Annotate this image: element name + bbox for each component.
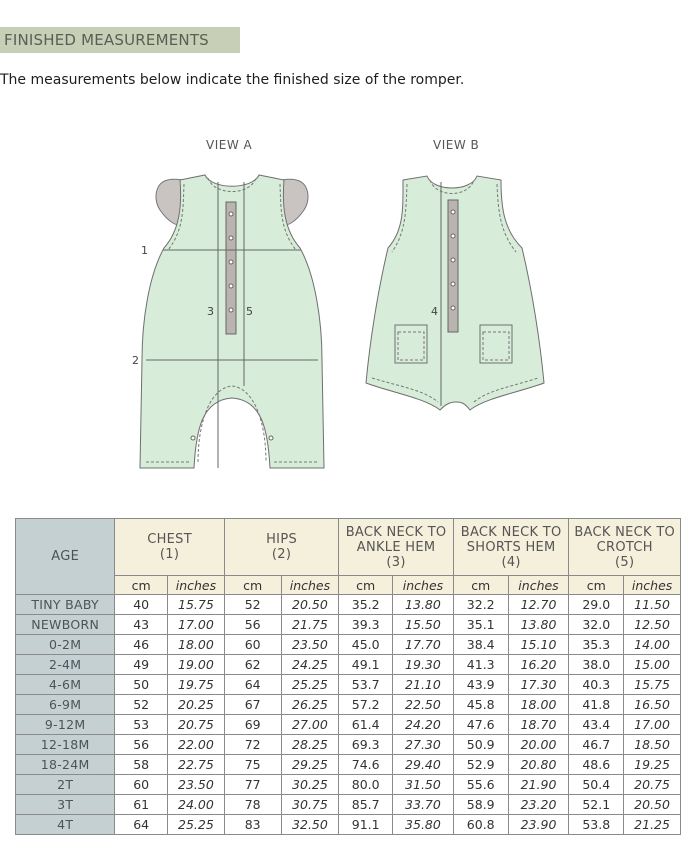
cm-value: 60 (224, 635, 281, 655)
cm-value: 43.9 (453, 675, 508, 695)
inches-value: 15.50 (393, 615, 454, 635)
inches-value: 18.70 (508, 715, 569, 735)
cm-value: 56 (115, 735, 168, 755)
cm-value: 50 (115, 675, 168, 695)
inches-value: 13.80 (508, 615, 569, 635)
cm-value: 32.2 (453, 595, 508, 615)
cm-value: 43.4 (569, 715, 624, 735)
unit-cm: cm (569, 576, 624, 595)
inches-value: 21.10 (393, 675, 454, 695)
inches-value: 21.90 (508, 775, 569, 795)
inches-value: 28.25 (281, 735, 339, 755)
cm-value: 85.7 (339, 795, 393, 815)
inches-value: 11.50 (624, 595, 681, 615)
cm-value: 52 (115, 695, 168, 715)
table-row (16, 815, 681, 835)
cm-value: 62 (224, 655, 281, 675)
age-cell: 18-24M (16, 755, 115, 775)
age-cell: 0-2M (16, 635, 115, 655)
inches-value: 19.25 (624, 755, 681, 775)
romper-illustration (120, 160, 560, 480)
inches-value: 24.00 (168, 795, 225, 815)
callout-2: 2 (132, 354, 139, 367)
inches-value: 20.80 (508, 755, 569, 775)
cm-value: 91.1 (339, 815, 393, 835)
inches-value: 14.00 (624, 635, 681, 655)
cm-value: 80.0 (339, 775, 393, 795)
unit-cm: cm (339, 576, 393, 595)
table-row (16, 695, 681, 715)
inches-value: 12.70 (508, 595, 569, 615)
cm-value: 29.0 (569, 595, 624, 615)
unit-cm: cm (224, 576, 281, 595)
inches-value: 27.00 (281, 715, 339, 735)
table-row (16, 595, 681, 615)
inches-value: 35.80 (393, 815, 454, 835)
inches-value: 15.75 (168, 595, 225, 615)
inches-value: 22.00 (168, 735, 225, 755)
cm-value: 67 (224, 695, 281, 715)
inches-value: 24.20 (393, 715, 454, 735)
cm-value: 35.3 (569, 635, 624, 655)
ankle-hem-header: BACK NECK TO ANKLE HEM (3) (339, 519, 454, 576)
table-row (16, 735, 681, 755)
inches-value: 15.75 (624, 675, 681, 695)
view-a-romper (140, 175, 324, 468)
inches-value: 13.80 (393, 595, 454, 615)
view-a-label: VIEW A (206, 138, 253, 152)
age-cell: 12-18M (16, 735, 115, 755)
inches-value: 16.50 (624, 695, 681, 715)
intro-text: The measurements below indicate the finished size of the romper. (0, 72, 465, 88)
inches-value: 27.30 (393, 735, 454, 755)
inches-value: 18.00 (168, 635, 225, 655)
inches-value: 20.25 (168, 695, 225, 715)
inches-value: 26.25 (281, 695, 339, 715)
unit-cm: cm (453, 576, 508, 595)
unit-inches: inches (508, 576, 569, 595)
table-row (16, 615, 681, 635)
table-row (16, 715, 681, 735)
cm-value: 49 (115, 655, 168, 675)
inches-value: 32.50 (281, 815, 339, 835)
cm-value: 60 (115, 775, 168, 795)
inches-value: 20.50 (281, 595, 339, 615)
callout-5: 5 (246, 305, 253, 318)
cm-value: 48.6 (569, 755, 624, 775)
cm-value: 72 (224, 735, 281, 755)
cm-value: 58.9 (453, 795, 508, 815)
inches-value: 16.20 (508, 655, 569, 675)
inches-value: 22.50 (393, 695, 454, 715)
cm-value: 61.4 (339, 715, 393, 735)
cm-value: 43 (115, 615, 168, 635)
age-cell: 3T (16, 795, 115, 815)
unit-inches: inches (624, 576, 681, 595)
unit-inches: inches (393, 576, 454, 595)
chest-header: CHEST (1) (115, 519, 224, 576)
inches-value: 33.70 (393, 795, 454, 815)
cm-value: 58 (115, 755, 168, 775)
inches-value: 20.00 (508, 735, 569, 755)
inches-value: 25.25 (281, 675, 339, 695)
cm-value: 64 (115, 815, 168, 835)
table-row (16, 795, 681, 815)
inches-value: 22.75 (168, 755, 225, 775)
section-title: FINISHED MEASUREMENTS (0, 27, 240, 53)
cm-value: 49.1 (339, 655, 393, 675)
inches-value: 15.10 (508, 635, 569, 655)
table-row (16, 655, 681, 675)
cm-value: 56 (224, 615, 281, 635)
inches-value: 23.50 (281, 635, 339, 655)
inches-value: 23.20 (508, 795, 569, 815)
age-cell: 4T (16, 815, 115, 835)
inches-value: 30.25 (281, 775, 339, 795)
age-cell: 2T (16, 775, 115, 795)
cm-value: 39.3 (339, 615, 393, 635)
cm-value: 41.3 (453, 655, 508, 675)
callout-4: 4 (431, 305, 438, 318)
inches-value: 30.75 (281, 795, 339, 815)
cm-value: 52 (224, 595, 281, 615)
age-cell: 2-4M (16, 655, 115, 675)
cm-value: 40.3 (569, 675, 624, 695)
cm-value: 61 (115, 795, 168, 815)
callout-1: 1 (141, 244, 148, 257)
cm-value: 38.4 (453, 635, 508, 655)
cm-value: 75 (224, 755, 281, 775)
cm-value: 40 (115, 595, 168, 615)
cm-value: 50.9 (453, 735, 508, 755)
cm-value: 52.9 (453, 755, 508, 775)
cm-value: 60.8 (453, 815, 508, 835)
measurements-table (15, 518, 681, 835)
cm-value: 52.1 (569, 795, 624, 815)
cm-value: 41.8 (569, 695, 624, 715)
age-cell: TINY BABY (16, 595, 115, 615)
view-b-label: VIEW B (433, 138, 480, 152)
inches-value: 24.25 (281, 655, 339, 675)
cm-value: 38.0 (569, 655, 624, 675)
cm-value: 78 (224, 795, 281, 815)
inches-value: 19.75 (168, 675, 225, 695)
view-b-romper (366, 176, 544, 410)
callout-3: 3 (207, 305, 214, 318)
cm-value: 46.7 (569, 735, 624, 755)
inches-value: 23.50 (168, 775, 225, 795)
cm-value: 45.8 (453, 695, 508, 715)
age-header: AGE (16, 519, 115, 595)
inches-value: 12.50 (624, 615, 681, 635)
cm-value: 46 (115, 635, 168, 655)
inches-value: 29.25 (281, 755, 339, 775)
table-row (16, 675, 681, 695)
inches-value: 29.40 (393, 755, 454, 775)
inches-value: 17.70 (393, 635, 454, 655)
inches-value: 21.75 (281, 615, 339, 635)
inches-value: 19.30 (393, 655, 454, 675)
inches-value: 15.00 (624, 655, 681, 675)
crotch-header: BACK NECK TO CROTCH (5) (569, 519, 681, 576)
inches-value: 31.50 (393, 775, 454, 795)
unit-inches: inches (168, 576, 225, 595)
table-row (16, 755, 681, 775)
table-row (16, 775, 681, 795)
cm-value: 57.2 (339, 695, 393, 715)
cm-value: 45.0 (339, 635, 393, 655)
age-cell: 6-9M (16, 695, 115, 715)
inches-value: 17.00 (624, 715, 681, 735)
cm-value: 32.0 (569, 615, 624, 635)
shorts-hem-header: BACK NECK TO SHORTS HEM (4) (453, 519, 569, 576)
cm-value: 53.8 (569, 815, 624, 835)
age-cell: NEWBORN (16, 615, 115, 635)
cm-value: 77 (224, 775, 281, 795)
cm-value: 35.2 (339, 595, 393, 615)
inches-value: 18.50 (624, 735, 681, 755)
unit-inches: inches (281, 576, 339, 595)
unit-cm: cm (115, 576, 168, 595)
inches-value: 17.30 (508, 675, 569, 695)
cm-value: 74.6 (339, 755, 393, 775)
cm-value: 47.6 (453, 715, 508, 735)
inches-value: 25.25 (168, 815, 225, 835)
cm-value: 35.1 (453, 615, 508, 635)
inches-value: 20.50 (624, 795, 681, 815)
hips-header: HIPS (2) (224, 519, 339, 576)
cm-value: 53.7 (339, 675, 393, 695)
inches-value: 19.00 (168, 655, 225, 675)
cm-value: 50.4 (569, 775, 624, 795)
age-cell: 4-6M (16, 675, 115, 695)
cm-value: 69 (224, 715, 281, 735)
inches-value: 18.00 (508, 695, 569, 715)
inches-value: 20.75 (624, 775, 681, 795)
cm-value: 55.6 (453, 775, 508, 795)
cm-value: 64 (224, 675, 281, 695)
cm-value: 69.3 (339, 735, 393, 755)
table-row (16, 635, 681, 655)
inches-value: 21.25 (624, 815, 681, 835)
inches-value: 17.00 (168, 615, 225, 635)
cm-value: 83 (224, 815, 281, 835)
age-cell: 9-12M (16, 715, 115, 735)
cm-value: 53 (115, 715, 168, 735)
inches-value: 23.90 (508, 815, 569, 835)
inches-value: 20.75 (168, 715, 225, 735)
